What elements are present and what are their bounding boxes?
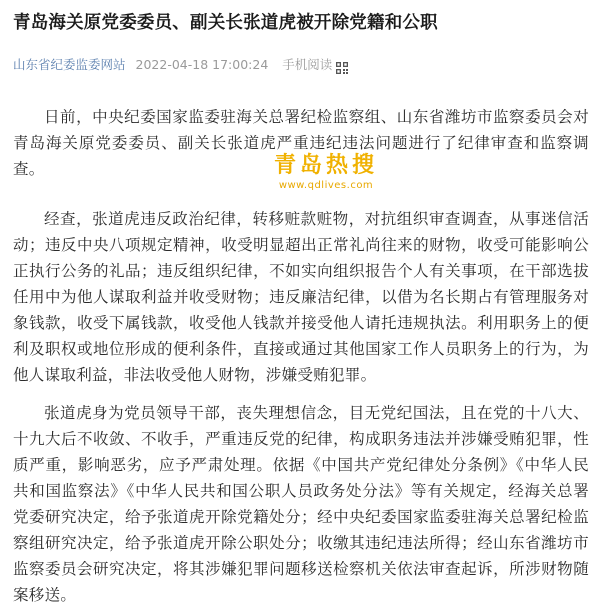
watermark-title: 青岛热搜 bbox=[273, 153, 378, 178]
watermark-url: www.qdlives.com bbox=[278, 180, 374, 191]
qr-code-icon[interactable] bbox=[336, 59, 348, 71]
article-meta bbox=[13, 54, 348, 76]
article-title: 青岛海关原党委委员、副关长张道虎被开除党籍和公职 bbox=[13, 13, 438, 33]
paragraph-findings: 经查，张道虎违反政治纪律，转移赃款赃物，对抗组织审查调查，从事迷信活动；违反中央八项规定精神，收受明显超出正常礼尚往来的财物，收受可能影响公正执行公务的礼品；违反组织纪律，不如实向组织报告个人有关事项，在干部选拔任用中为他人谋取利益并收受财物；违反廉洁纪律，以借为名长期占有管理服务对象钱款，收受下属钱款，收受他人钱款并接受他人请托违规执法。利用职务上的便利及职权或地位形成的便利条件，直接或通过其他国家工作人员职务上的行为，为他人谋取利益，非法收受他人财物，涉嫌受贿犯罪。 bbox=[13, 210, 589, 384]
watermark-logo bbox=[266, 152, 386, 192]
paragraph-decision: 张道虎身为党员领导干部，丧失理想信念，目无党纪国法，且在党的十八大、十九大后不收敛、不收手，严重违反党的纪律，构成职务违法并涉嫌受贿犯罪，性质严重，影响恶劣，应予严肃处理。依据《中国共产党纪律处分条例》《中华人民共和国监察法》《中华人民共和国公职人员政务处分法》等有关规定，经海关总署党委研究决定，给予张道虎开除党籍处分；经中央纪委国家监委驻海关总署纪检监察组研究决定，给予张道虎开除公职处分；收缴其违纪违法所得；经山东省潍坊市监察委员会研究决定，将其涉嫌犯罪问题移送检察机关依法审查起诉，所涉财物随案移送。 bbox=[13, 404, 589, 604]
publish-date: 2022-04-18 17:00:24 bbox=[135, 57, 269, 72]
mobile-read-link[interactable]: 手机阅读 bbox=[282, 57, 333, 72]
paragraph-intro: 日前，中央纪委国家监委驻海关总署纪检监察组、山东省潍坊市监察委员会对青岛海关原党委委员、副关长张道虎严重违纪违法问题进行了纪律审查和监察调查。 bbox=[13, 108, 589, 178]
source-link[interactable]: 山东省纪委监委网站 bbox=[13, 57, 126, 72]
